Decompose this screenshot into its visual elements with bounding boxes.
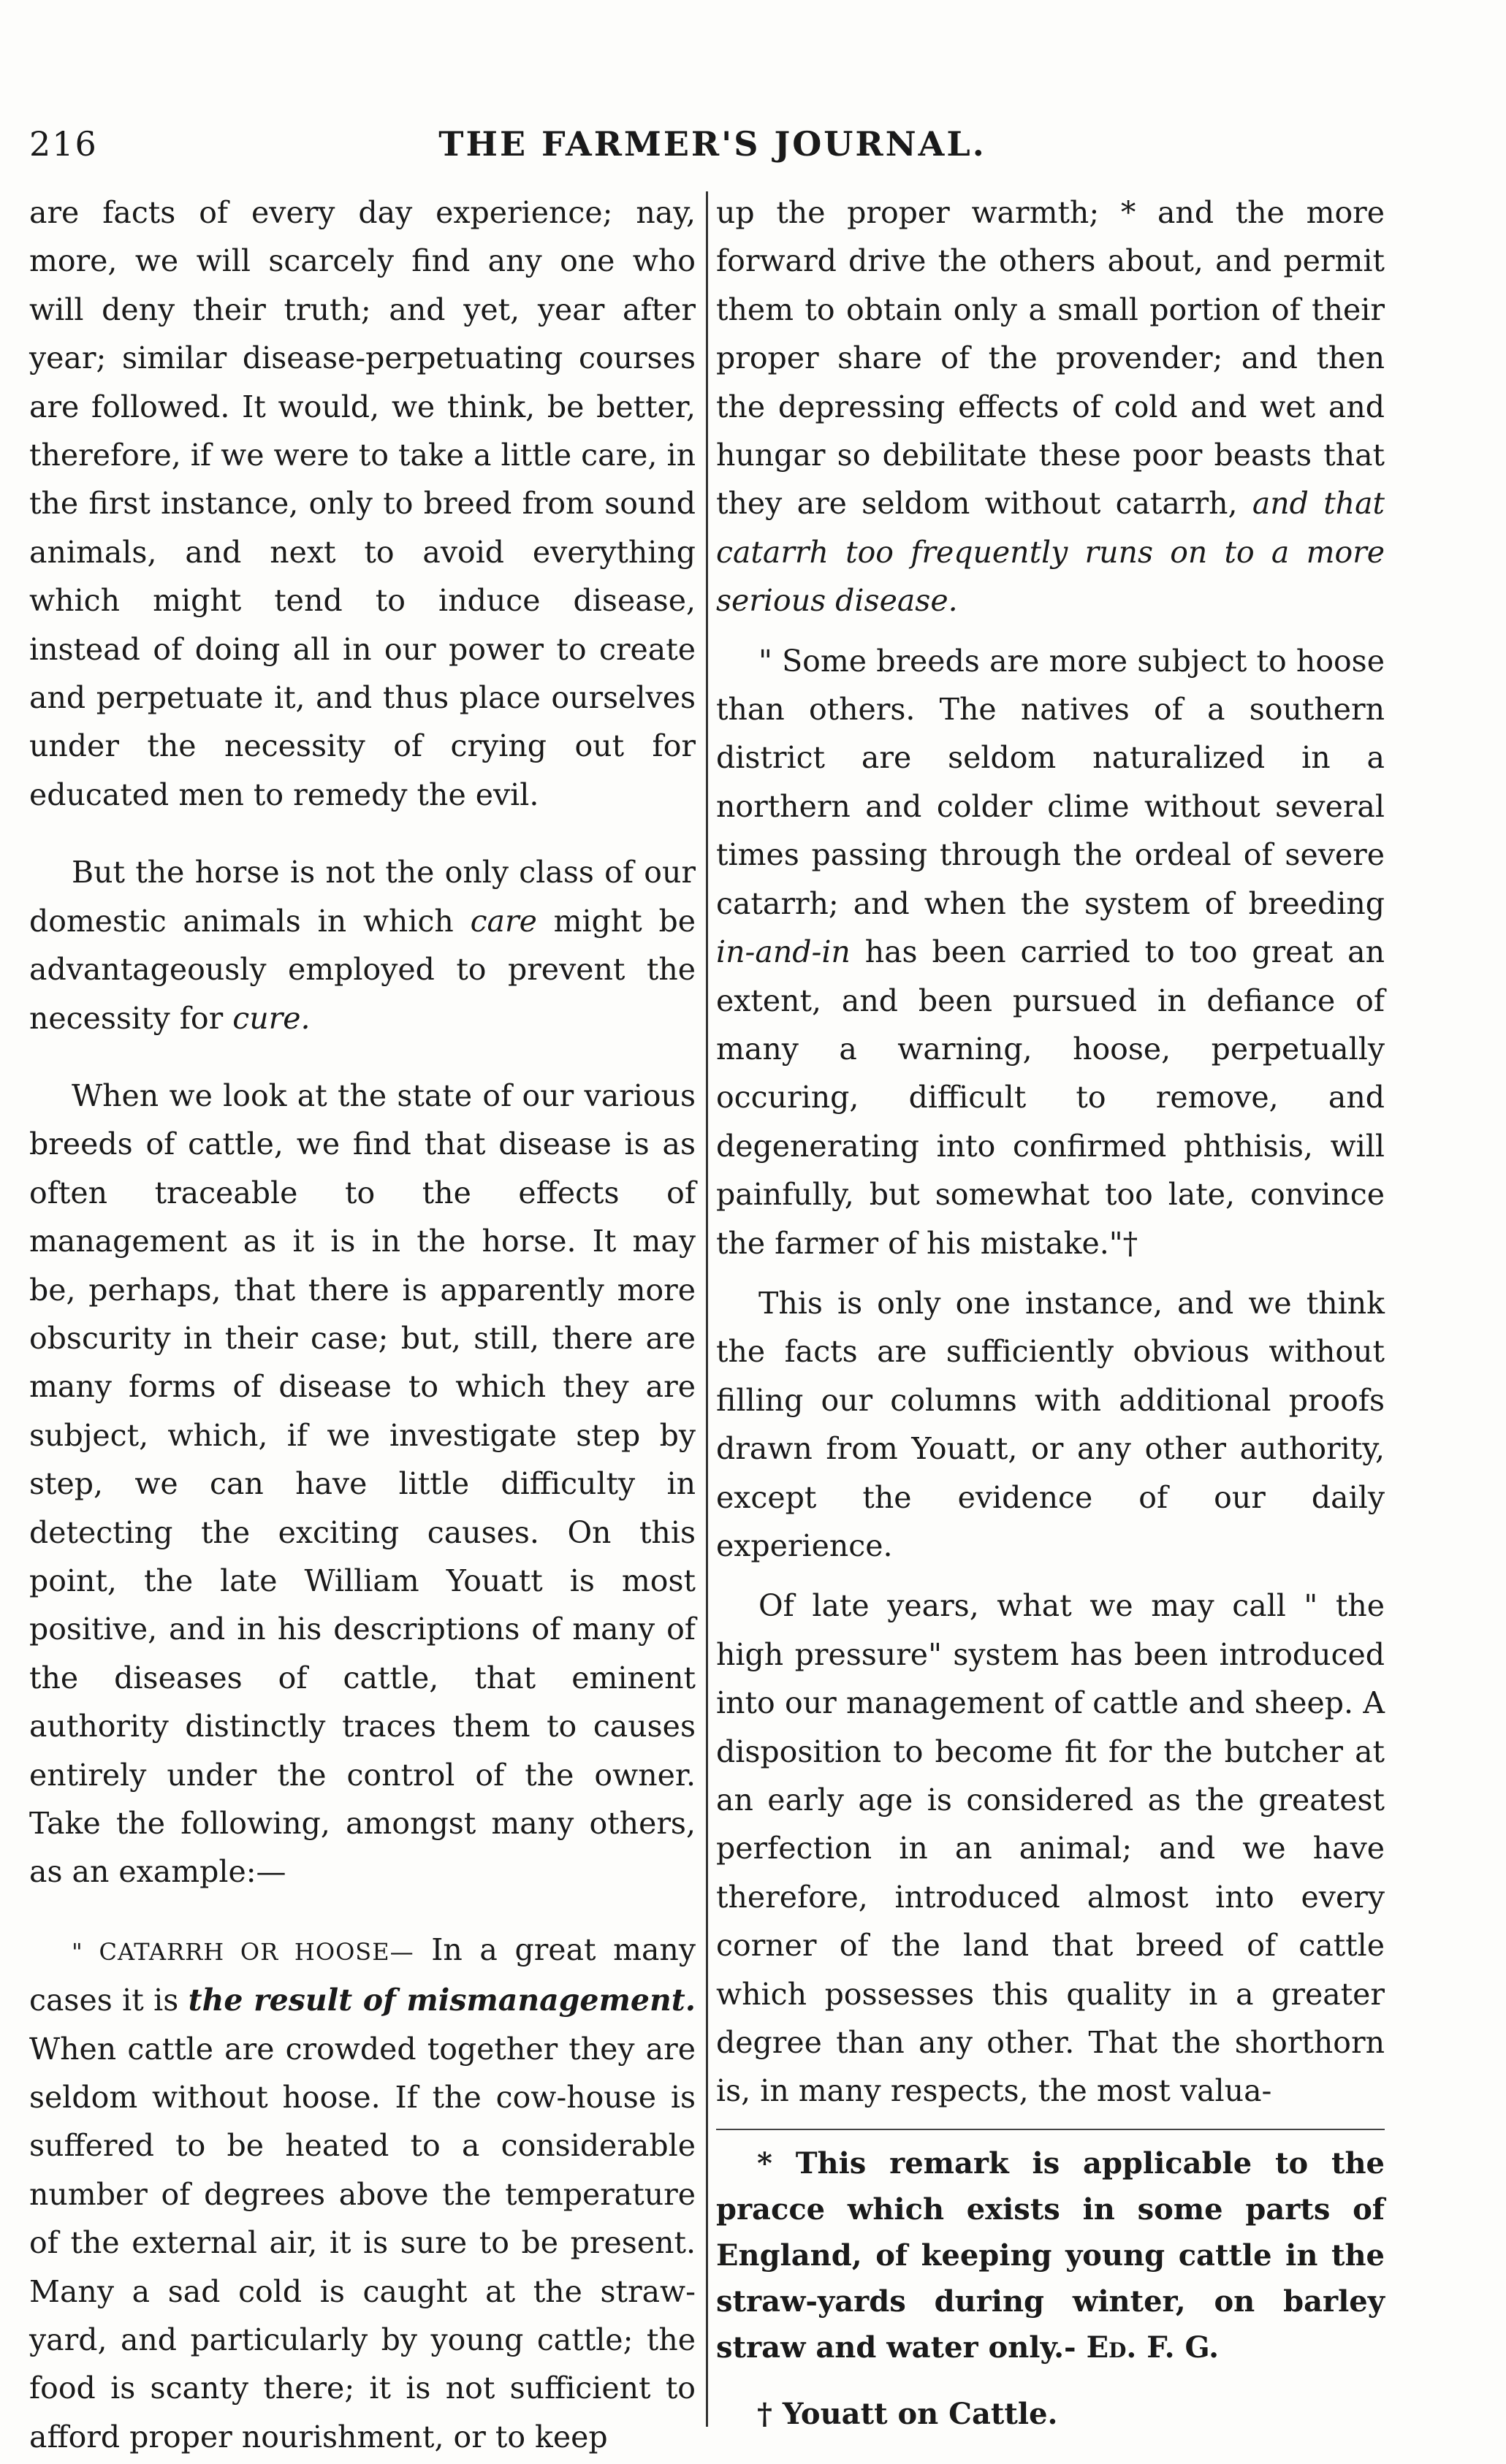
emphasis-catarrh-runs: and that catarrh too frequently runs on to a more serious disease. <box>716 486 1385 619</box>
right-column <box>716 188 1385 2437</box>
running-title: THE FARMER'S JOURNAL. <box>438 124 986 164</box>
text-run: But the horse is not the only class of our domestic animals in which <box>29 855 696 939</box>
footnote-text: * This remark is applicable to the pracce which exists in some parts of England, of keeping young cattle in the straw-yards during winter, on barley straw and water only.- <box>716 2145 1385 2365</box>
column-divider <box>706 191 708 2427</box>
text-run: has been carried to too great an extent, and been pursued in defiance of many a warning, hoose, perpetually occuring, difficult to remove, and degenerating into confirmed phthisis, will painfully, but somewhat too late, convince the farmer of his mistake."† <box>716 934 1385 1261</box>
footnote-youatt: † Youatt on Cattle. <box>757 2396 1058 2431</box>
paragraph-one-instance: This is only one instance, and we think the facts are sufficiently obvious without filling our columns with additional proofs drawn from Youatt, or any other authority, except the evidence of our daily experience. <box>716 1285 1385 1563</box>
paragraph-horse-care <box>29 848 696 1042</box>
text-run: In a great many cases it is <box>29 1931 696 2018</box>
emphasis-care: care <box>470 903 537 939</box>
page-number: 216 <box>29 124 98 164</box>
paragraph-breeds-hoose <box>716 637 1385 1267</box>
paragraph-high-pressure: Of late years, what we may call " the high pressure" system has been introduced into our management of cattle and sheep. A disposition to become fit for the butcher at an early age is considered as the greatest perfection in an animal; and we have therefore, introduced almost into every corner of the land that breed of cattle which possesses this quality in a greater degree than any other. That the shorthorn is, in many respects, the most valua- <box>716 1588 1385 2109</box>
text-run: might be advantageously employed to prevent the necessity for <box>29 903 696 1036</box>
footnote-rule <box>716 2129 1385 2130</box>
left-column <box>29 188 696 2461</box>
paragraph-cattle-disease: When we look at the state of our various breeds of cattle, we find that disease is as often traceable to the effects of management as it is in the horse. It may be, perhaps, that there is apparently more obscurity in their case; but, still, there are many forms of disease to which they are subject, which, if we investigate step by step, we can have little difficulty in detecting the exciting causes. On this point, the late William Youatt is most positive, and in his descriptions of many of the diseases of cattle, that eminent authority distinctly traces them to causes entirely under the control of the owner. Take the following, amongst many others, as an example:— <box>29 1077 696 1890</box>
text-run: When cattle are crowded together they are seldom without hoose. If the cow-house is suffered to be heated to a considerable number of degrees above the temperature of the external air, it is sure to be present. Many a sad cold is caught at the straw-yard, and particularly by young cattle; the food is scanty there; it is not sufficient to afford proper nourishment, or to keep <box>29 2031 696 2455</box>
text-run: up the proper warmth; * and the more forward drive the others about, and permit them to obtain only a small portion of their proper share of the provender; and then the depressing effects of cold and wet and hungar so debilitate these poor beasts that they are seldom without catarrh, <box>716 195 1385 522</box>
paragraph-warmth <box>716 188 1385 625</box>
catarrh-heading: " CATARRH OR HOOSE— <box>72 1937 414 1966</box>
emphasis-mismanagement: the result of mismanagement. <box>188 1983 696 2018</box>
emphasis-cure: cure. <box>232 1000 311 1036</box>
emphasis-in-and-in: in-and-in <box>716 934 851 970</box>
paragraph-breeding-care: are facts of every day experience; nay, more, we will scarcely find any one who will deny their truth; and yet, year after year; similar disease-perpetuating courses are followed. It would, we think, be better, therefore, if we were to take a little care, in the first instance, only to breed from sound animals, and next to avoid everything which might tend to induce disease, instead of doing all in our power to create and perpetuate it, and thus place ourselves under the necessity of crying out for educated men to remedy the evil. <box>29 195 696 812</box>
text-run: " Some breeds are more subject to hoose than others. The natives of a southern district are seldom naturalized in a northern and colder clime without several times passing through the ordeal of severe catarrh; and when the system of breeding <box>716 643 1385 921</box>
footnote-straw-yards <box>716 2140 1385 2370</box>
editor-signature: Ed. F. G. <box>1086 2330 1220 2365</box>
page-header <box>26 124 1399 175</box>
paragraph-catarrh-quote <box>29 1926 696 2461</box>
